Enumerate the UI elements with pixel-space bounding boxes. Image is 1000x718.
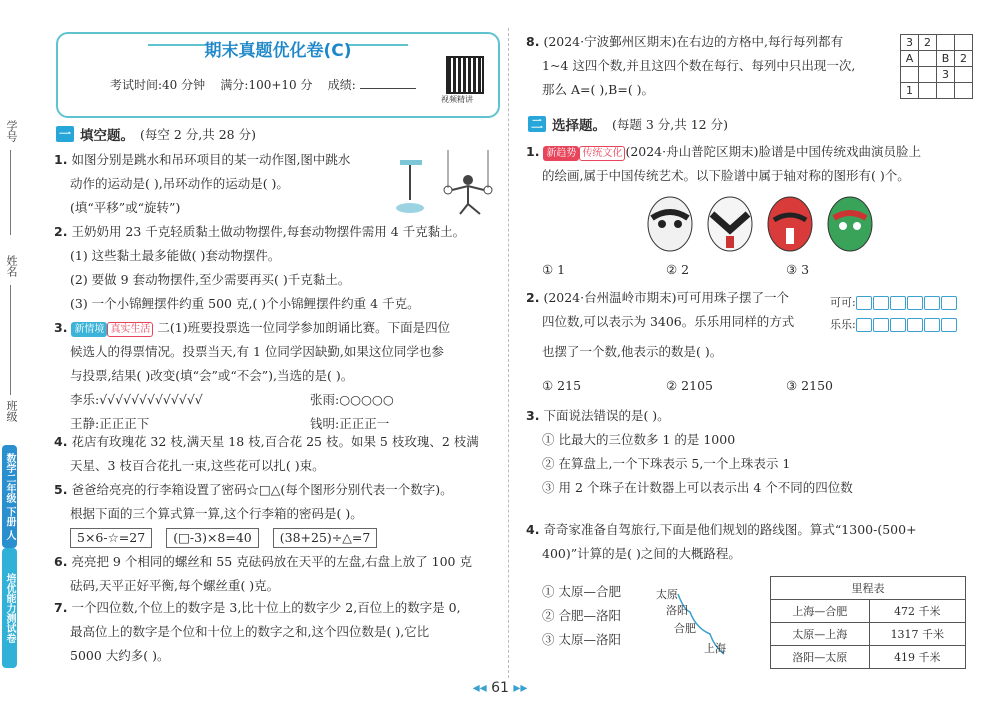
grid-cell	[919, 83, 937, 99]
table-row	[771, 646, 966, 669]
grid-cell: 2	[955, 51, 973, 67]
question-text: 奇奇家准备自驾旅行,下面是他们规划的路线图。算式“1300-(500+	[543, 522, 917, 537]
section-title: 选择题。	[552, 118, 606, 134]
question-text: 二(1)班要投票选一位同学参加朗诵比赛。下面是四位	[157, 320, 451, 335]
option[interactable]: ③ 太原—洛阳	[542, 632, 621, 647]
mask-icon	[708, 197, 752, 251]
question-text: 天星、3 枝百合花扎一束,这些花可以扎( )束。	[70, 458, 325, 473]
grid-cell	[937, 83, 955, 99]
table-row	[771, 600, 966, 623]
question-3	[54, 316, 450, 436]
question-number: 3.	[526, 408, 540, 423]
bead-cell	[890, 296, 906, 310]
bead-diagram	[830, 292, 958, 336]
option[interactable]: ① 215	[542, 378, 582, 393]
bead-cell	[924, 318, 940, 332]
lele-label: 乐乐:	[830, 318, 856, 331]
grid-cell	[919, 51, 937, 67]
grid-cell: 3	[937, 67, 955, 83]
bead-cell	[907, 318, 923, 332]
choice-question-4	[526, 518, 917, 566]
grid-cell	[955, 35, 973, 51]
question-number: 3.	[54, 320, 68, 335]
question-number: 1.	[526, 144, 540, 159]
question-text: 1~4 这四个数,并且这四个数在每行、每列中只出现一次,	[542, 58, 856, 73]
option[interactable]: ② 2	[666, 262, 690, 277]
question-number: 2.	[526, 290, 540, 305]
exam-info	[110, 76, 416, 93]
grid-cell: B	[937, 51, 955, 67]
page-number: ◂◂ 61 ▸▸	[472, 680, 528, 696]
section-fill-blank	[56, 124, 256, 144]
bead-cell	[856, 296, 872, 310]
option[interactable]: ① 比最大的三位数多 1 的是 1000	[542, 432, 736, 447]
choice-options	[542, 258, 810, 282]
question-number: 7.	[54, 600, 68, 615]
question-6	[54, 550, 472, 598]
option[interactable]: ③ 用 2 个珠子在计数器上可以表示出 4 个不同的四位数	[542, 480, 853, 495]
option[interactable]: ② 合肥—洛阳	[542, 608, 621, 623]
question-number: 1.	[54, 152, 68, 167]
question-number: 5.	[54, 482, 68, 497]
grid-cell	[919, 67, 937, 83]
bead-cell	[856, 318, 872, 332]
question-text: 最高位上的数字是个位和十位上的数字之和,这个四位数是( ),它比	[70, 624, 430, 639]
section-note: (每空 2 分,共 28 分)	[140, 127, 256, 142]
question-text: 与投票,结果( )改变(填“会”或“不会”),当选的是( )。	[70, 368, 354, 383]
option[interactable]: ① 太原—合肥	[542, 584, 621, 599]
grid-cell	[955, 67, 973, 83]
bead-cell	[873, 318, 889, 332]
table-cell: 洛阳—太原	[771, 646, 870, 669]
question-text: (2024·台州温岭市期末)可可用珠子摆了一个	[543, 290, 789, 305]
question-text: 根据下面的三个算式算一算,这个行李箱的密码是( )。	[70, 506, 363, 521]
question-text: 候选人的得票情况。投票当天,有 1 位同学因缺勤,如果这位同学也参	[70, 344, 444, 359]
question-4	[54, 430, 479, 478]
qr-code-icon[interactable]	[446, 56, 484, 94]
option[interactable]: ③ 2150	[786, 378, 833, 393]
mask-icon	[648, 197, 692, 251]
question-text: 一个四位数,个位上的数字是 3,比十位上的数字少 2,百位上的数字是 0,	[71, 600, 461, 615]
divider	[10, 150, 11, 235]
column-divider	[508, 28, 510, 678]
number-grid	[900, 34, 973, 99]
vote-tally: 王静:正正正下	[70, 416, 150, 431]
question-text: 动作的运动是( ),吊环动作的运动是( )。	[70, 176, 289, 191]
table-cell: 太原—上海	[771, 623, 870, 646]
grid-cell: 3	[901, 35, 919, 51]
bead-cell	[941, 296, 957, 310]
question-text: (填“平移”或“旋转”)	[70, 200, 181, 215]
question-2	[54, 220, 465, 316]
question-text: 亮亮把 9 个相同的螺丝和 55 克砝码放在天平的左盘,右盘上放了 100 克	[71, 554, 472, 569]
choice-question-1	[526, 140, 921, 188]
student-id-label: 学号	[5, 120, 18, 142]
question-text: 爸爸给亮亮的行李箱设置了密码☆□△(每个图形分别代表一个数字)。	[71, 482, 453, 497]
section-multiple-choice	[528, 114, 728, 134]
question-text: 5000 大约多( )。	[70, 648, 170, 663]
choice-question-3	[526, 404, 853, 500]
table-cell: 上海—合肥	[771, 600, 870, 623]
bead-cell	[873, 296, 889, 310]
grid-cell	[937, 35, 955, 51]
question-text: 下面说法错误的是( )。	[543, 408, 670, 423]
grid-cell	[955, 83, 973, 99]
city-shanghai: 上海	[704, 642, 726, 655]
question-text: 也摆了一个数,他表示的数是( )。	[542, 344, 723, 359]
question-1	[54, 148, 350, 220]
table-row	[771, 623, 966, 646]
bead-cell	[941, 318, 957, 332]
choice-question-2	[526, 286, 794, 364]
exam-header	[56, 32, 500, 118]
diving-and-rings-illustration	[390, 150, 500, 218]
page-number-value: 61	[491, 680, 509, 696]
section-title: 填空题。	[80, 128, 134, 144]
divider	[10, 285, 11, 395]
vote-tally: 李乐:√√√√√√√√√√√√√	[70, 392, 203, 407]
question-text: (3) 一个小锦鲤摆件约重 500 克,( )个小锦鲤摆件约重 4 千克。	[70, 296, 420, 311]
choice-options	[542, 374, 833, 398]
question-number: 6.	[54, 554, 68, 569]
question-number: 2.	[54, 224, 68, 239]
score-label: 成绩:	[327, 78, 356, 92]
table-cell: 472 千米	[869, 600, 965, 623]
question-number: 4.	[526, 522, 540, 537]
grid-cell: A	[901, 51, 919, 67]
question-text: 的绘画,属于中国传统艺术。以下脸谱中属于轴对称的图形有( )个。	[542, 168, 910, 183]
question-text: 四位数,可以表示为 3406。乐乐用同样的方式	[542, 314, 795, 329]
keke-label: 可可:	[830, 296, 856, 309]
traditional-culture-badge: 传统文化	[579, 146, 625, 161]
section-number: 一	[56, 126, 74, 142]
new-context-badge: 新情境	[71, 322, 107, 337]
option[interactable]: ① 1	[542, 262, 566, 277]
bead-cell	[890, 318, 906, 332]
question-text: 那么 A=( ),B=( )。	[542, 82, 655, 97]
full-score: 满分:100+10 分	[220, 78, 313, 92]
city-hefei: 合肥	[674, 622, 696, 635]
mask-icon	[828, 197, 872, 251]
book-tag: 数学二年级 下册 人	[2, 445, 17, 548]
option[interactable]: ② 在算盘上,一个下珠表示 5,一个上珠表示 1	[542, 456, 791, 471]
section-note: (每题 3 分,共 12 分)	[612, 117, 728, 132]
grid-cell: 1	[901, 83, 919, 99]
binding-sidebar	[0, 0, 22, 718]
section-number: 二	[528, 116, 546, 132]
question-text: 砝码,天平正好平衡,每个螺丝重( )克。	[70, 578, 280, 593]
city-luoyang: 洛阳	[666, 604, 688, 617]
exam-time: 考试时间:40 分钟	[110, 78, 206, 92]
vote-tally: 钱明:正正正一	[310, 416, 390, 431]
question-text: (1) 这些黏土最多能做( )套动物摆件。	[70, 248, 281, 263]
real-life-badge: 真实生活	[107, 322, 153, 337]
equation-box: (38+25)÷△=7	[273, 528, 378, 548]
question-8	[526, 30, 855, 102]
choice-options	[542, 580, 621, 652]
question-text: 花店有玫瑰花 32 枝,满天星 18 枝,百合花 25 枝。如果 5 枝玫瑰、2 枝满	[71, 434, 479, 449]
table-cell: 1317 千米	[869, 623, 965, 646]
bead-cell	[907, 296, 923, 310]
equation-box: 5×6-☆=27	[70, 528, 152, 548]
mask-icon	[768, 197, 812, 251]
question-text: (2024·宁波鄞州区期末)在右边的方格中,每行每列都有	[543, 34, 843, 49]
option[interactable]: ② 2105	[666, 378, 713, 393]
question-7	[54, 596, 461, 668]
qr-caption: 视频精讲	[441, 95, 473, 104]
question-number: 4.	[54, 434, 68, 449]
city-taiyuan: 太原	[656, 588, 678, 601]
question-text: 400)”计算的是( )之间的大概路程。	[542, 546, 741, 561]
name-label: 姓名	[5, 255, 18, 277]
exam-title: 期末真题优化卷(C)	[204, 41, 352, 61]
option[interactable]: ③ 3	[786, 262, 810, 277]
series-tag: 培优能力测试卷	[2, 548, 17, 668]
table-title: 里程表	[771, 577, 966, 600]
question-5	[54, 478, 453, 550]
opera-masks-illustration	[640, 196, 880, 254]
score-blank	[360, 88, 416, 89]
table-cell: 419 千米	[869, 646, 965, 669]
distance-table	[770, 576, 966, 669]
question-text: 王奶奶用 23 千克轻质黏土做动物摆件,每套动物摆件需用 4 千克黏土。	[71, 224, 466, 239]
equation-box: (□-3)×8=40	[166, 528, 259, 548]
question-text: (2) 要做 9 套动物摆件,至少需要再买( )千克黏土。	[70, 272, 351, 287]
class-label: 班级	[5, 400, 18, 422]
grid-cell: 2	[919, 35, 937, 51]
question-text: 如图分别是跳水和吊环项目的某一动作图,图中跳水	[71, 152, 351, 167]
new-trend-badge: 新趋势	[543, 146, 579, 161]
vote-tally: 张雨:○○○○○	[310, 392, 394, 407]
grid-cell	[901, 67, 919, 83]
question-text: (2024·舟山普陀区期末)脸谱是中国传统戏曲演员脸上	[625, 144, 921, 159]
question-number: 8.	[526, 34, 540, 49]
bead-cell	[924, 296, 940, 310]
